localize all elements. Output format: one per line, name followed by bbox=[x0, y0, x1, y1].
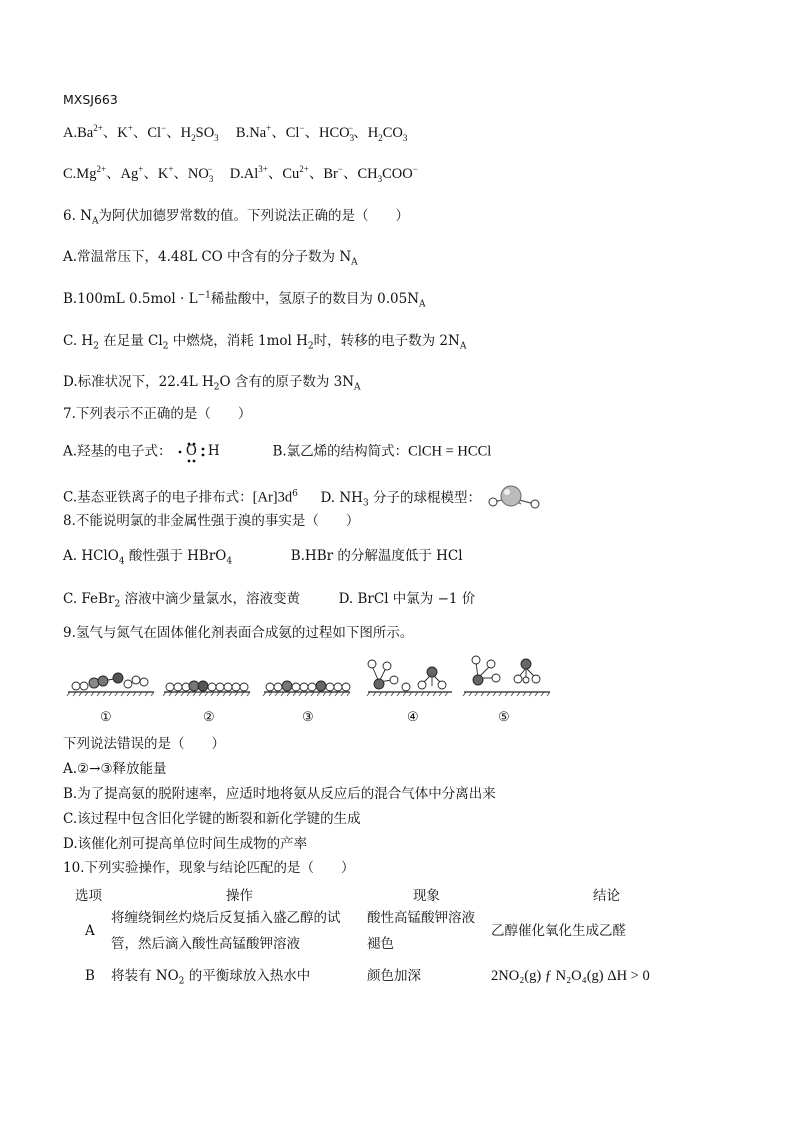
q5-c-label: C. bbox=[63, 166, 77, 182]
q6-option-b: B.100mL $0.5mol \cdot L^{-1}$稀盐酸中，氢原子的数目为 $0.05N_A$ bbox=[63, 290, 426, 310]
q6-stem: 6. $N_A$为阿伏加德罗常数的值。下列说法正确的是（ ） bbox=[63, 208, 409, 227]
q5-b-label: B. bbox=[235, 125, 250, 141]
q9-option-d: D.该催化剂可提高单位时间生成物的产率 bbox=[63, 836, 308, 852]
hydroxyl-electron-formula: O H bbox=[176, 441, 238, 463]
diagram-label-3: ③ bbox=[302, 710, 314, 725]
table-row-b-conclusion: 2NO₂(g) ƒ N₂O₄(g) ΔH > 0 bbox=[491, 968, 650, 984]
diagram-label-2: ② bbox=[203, 710, 215, 725]
table-row-b-option: B bbox=[85, 968, 95, 984]
table-row-b-operation: 将装有 $NO_2$ 的平衡球放入热水中 bbox=[111, 968, 311, 987]
table-row-a-operation: 将缠绕铜丝灼烧后反复插入盛乙醇的试管，然后滴入酸性高锰酸钾溶液 bbox=[111, 910, 341, 952]
table-row-a-option: A bbox=[85, 923, 95, 939]
q9-question: 下列说法错误的是（ ） bbox=[63, 736, 225, 752]
table-row-a-phenomenon: 酸性高锰酸钾溶液褪色 bbox=[367, 910, 475, 952]
q9-option-a: A.②→③释放能量 bbox=[63, 761, 167, 777]
q5-line-cd: $C.Mg^{2+}$、Ag+、K+、$NO_3^-$ $D.Al^{3+}$、$Cu^{2+}$、Br−、$CH_3COO^-$ bbox=[63, 164, 418, 184]
q7-line-cd: C.基态亚铁离子的电子排布式：$[Ar]3d^6$ D. $NH_3$ 分子的球棍模型： bbox=[63, 484, 543, 512]
q8-option-b: B.HBr 的分解温度低于 HCl bbox=[290, 548, 463, 564]
q5-a-label: A. bbox=[63, 125, 78, 141]
table-row-a-conclusion: 乙醇催化氧化生成乙醛 bbox=[491, 923, 626, 939]
q8-option-d: D. BrCl 中氯为 −1 价 bbox=[338, 591, 476, 607]
table-header-operation: 操作 bbox=[226, 888, 253, 904]
q5-line-ab: $A.Ba^{2+}$、K+、Cl−、$H_2SO_3$ B.Na+、Cl−、$HCO_3^-$、$H_2CO_3$ bbox=[63, 123, 408, 143]
q6-option-c: C. $H_2$ 在足量 $Cl_2$ 中燃烧，消耗 1mol $H_2$时，转移的电子数为 $2N_A$ bbox=[63, 333, 467, 352]
q8-stem: 8.不能说明氯的非金属性强于溴的事实是（ ） bbox=[63, 513, 360, 529]
q7-option-c: C.基态亚铁离子的电子排布式： bbox=[63, 489, 253, 506]
q7-stem: 7.下列表示不正确的是（ ） bbox=[63, 406, 252, 422]
q9-option-b: B.为了提高氨的脱附速率，应适时地将氨从反应后的混合气体中分离出来 bbox=[63, 786, 496, 802]
q7-option-d: D. $NH_3$ 分子的球棍模型： bbox=[320, 489, 481, 509]
table-row-b-phenomenon: 颜色加深 bbox=[367, 968, 421, 984]
diagram-label-4: ④ bbox=[407, 710, 419, 725]
q7-line-ab: A.羟基的电子式： O H B.氯乙烯的结构简式：ClCH = HCCl bbox=[63, 441, 491, 463]
q8-option-c: C. FeBr$_2$ 溶液中滴少量氯水，溶液变黄 bbox=[63, 591, 300, 610]
diagram-label-5: ⑤ bbox=[498, 710, 510, 725]
q9-option-c: C.该过程中包含旧化学键的断裂和新化学键的生成 bbox=[63, 811, 361, 827]
q9-stem: 9.氢气与氮气在固体催化剂表面合成氨的过程如下图所示。 bbox=[63, 625, 414, 641]
q6-option-d: D.标准状况下，22.4L $H_2O$ 含有的原子数为 $3N_A$ bbox=[63, 374, 361, 393]
q5-d-label: D. bbox=[229, 166, 244, 182]
catalyst-surface-figure bbox=[66, 652, 556, 708]
table-header-option: 选项 bbox=[75, 888, 102, 904]
q8-option-a: A. HClO$_4$ 酸性强于 HBrO$_4$ bbox=[63, 548, 233, 567]
q8-line-cd bbox=[63, 590, 475, 608]
q6-option-a: A.常温常压下，4.48L CO 中含有的分子数为 $N_A$ bbox=[63, 249, 358, 268]
table-header-conclusion: 结论 bbox=[593, 888, 620, 904]
nh3-ball-stick-model-icon bbox=[485, 484, 543, 512]
ammonia-synthesis-diagram bbox=[66, 652, 556, 732]
q7-option-b: B.氯乙烯的结构简式： bbox=[272, 443, 409, 460]
doc-code: MXSJ663 bbox=[63, 92, 118, 107]
table-header-phenomenon: 现象 bbox=[413, 888, 440, 904]
q8-line-ab bbox=[63, 547, 463, 565]
q7-option-a: A.羟基的电子式： bbox=[63, 443, 172, 460]
diagram-label-1: ① bbox=[100, 710, 112, 725]
q10-stem: 10.下列实验操作，现象与结论匹配的是（ ） bbox=[63, 860, 355, 876]
